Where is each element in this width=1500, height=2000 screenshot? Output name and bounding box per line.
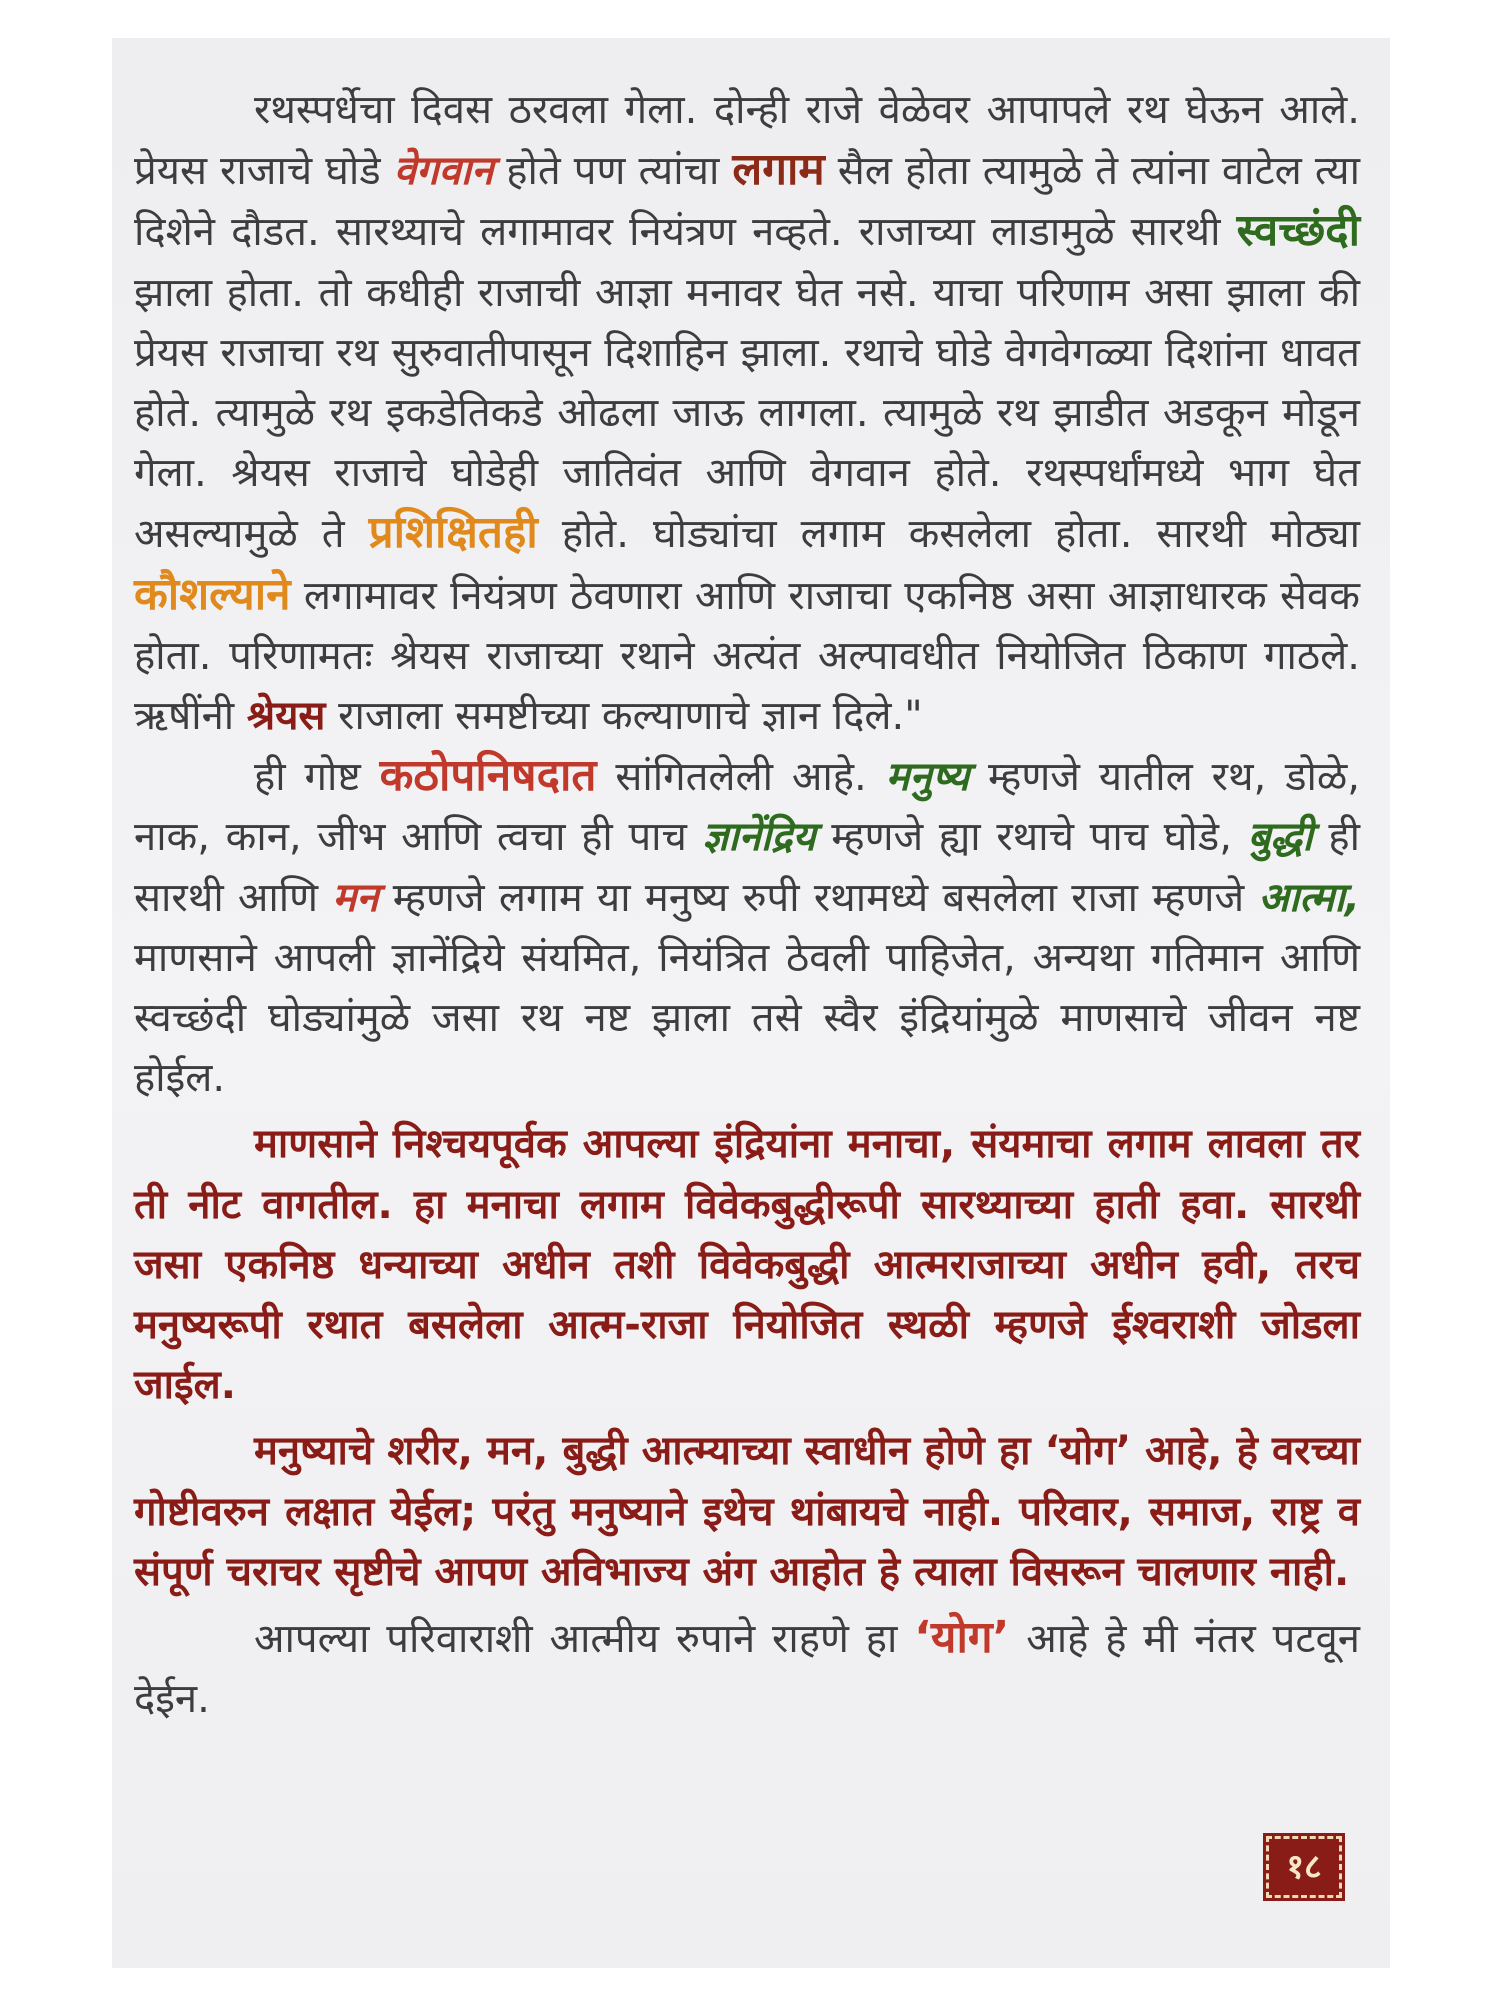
- paragraph-2: [134, 746, 1360, 1108]
- text: झाला होता. तो कधीही राजाची आज्ञा मनावर घेत नसे. याचा परिणाम असा झाला की प्रेयस राजाचा रथ सुरुवातीपासून दिशाहिन झाला. रथाचे घोडे वेगवेगळ्या दिशांना धावत होते. त्यामुळे रथ इकडेतिकडे ओढला जाऊ लागला. त्यामुळे रथ झाडीत अडकून मोडून गेला. श्रेयस राजाचे घोडेही जातिवंत आणि वेगवान होते. रथस्पर्धांमध्ये भाग घेत असल्यामुळे ते: [134, 269, 1360, 558]
- paragraph-4: [134, 1421, 1360, 1602]
- paragraph-5: [134, 1608, 1360, 1729]
- text: राजाला समष्टीच्या कल्याणाचे ज्ञान दिले.": [325, 693, 923, 740]
- book-page: [112, 38, 1390, 1968]
- paragraph-3: [134, 1114, 1360, 1415]
- paragraph-1: [134, 80, 1360, 746]
- text: माणसाने निश्चयपूर्वक आपल्या इंद्रियांना मनाचा, संयमाचा लगाम लावला तर ती नीट वागतील. हा मनाचा लगाम विवेकबुद्धीरूपी सारथ्याच्या हाती हवा. सारथी जसा एकनिष्ठ धन्याच्या अधीन तशी विवेकबुद्धी आत्मराजाच्या अधीन हवी, तरच मनुष्यरूपी रथात बसलेला आत्म-राजा नियोजित स्थळी म्हणजे ईश्वराशी जोडला जाईल.: [134, 1121, 1360, 1409]
- text: आपल्या परिवाराशी आत्मीय रुपाने राहणे हा: [254, 1616, 915, 1663]
- text: होते पण त्यांचा: [493, 148, 733, 195]
- highlight-yog: ‘योग’: [914, 1612, 1010, 1664]
- highlight-kathopanishadat: कठोपनिषदात: [379, 750, 597, 802]
- highlight-swachhandi: स्वच्छंदी: [1236, 205, 1360, 257]
- highlight-manushya: मनुष्य: [885, 754, 970, 801]
- highlight-dnyanendriya: ज्ञानेंद्रिय: [702, 814, 816, 861]
- text: म्हणजे ह्या रथाचे पाच घोडे,: [815, 814, 1248, 861]
- highlight-shreyas: श्रेयस: [246, 693, 326, 740]
- highlight-man: मन: [332, 874, 379, 921]
- page-number: १८: [1266, 1836, 1342, 1898]
- highlight-lagam: लगाम: [732, 144, 825, 196]
- highlight-buddhi: बुद्धी: [1247, 814, 1313, 861]
- text: लगामावर नियंत्रण ठेवणारा आणि राजाचा एकनिष्ठ असा आज्ञाधारक सेवक होता. परिणामतः श्रेयस राजाच्या रथाने अत्यंत अल्पावधीत नियोजित ठिकाण गाठले. ऋषींनी: [134, 572, 1360, 740]
- text: आहे हे मी नंतर पटवून देईन.: [134, 1616, 1360, 1723]
- highlight-kaushalyane: कौशल्याने: [134, 568, 291, 620]
- highlight-prashikshitahi: प्रशिक्षितही: [368, 507, 538, 559]
- text: म्हणजे यातील रथ, डोळे, नाक, कान, जीभ आणि त्वचा ही पाच: [134, 754, 1360, 861]
- text: ही सारथी आणि: [134, 814, 1360, 921]
- highlight-atma: आत्मा,: [1258, 874, 1360, 921]
- highlight-vegvan: वेगवान: [393, 148, 494, 195]
- text: म्हणजे लगाम या मनुष्य रुपी रथामध्ये बसलेला राजा म्हणजे: [378, 874, 1259, 921]
- text: होते. घोड्यांचा लगाम कसलेला होता. सारथी मोठ्या: [537, 511, 1360, 558]
- text: ही गोष्ट: [254, 754, 380, 801]
- text: मनुष्याचे शरीर, मन, बुद्धी आत्म्याच्या स्वाधीन होणे हा ‘योग’ आहे, हे वरच्या गोष्टीवरुन लक्षात येईल; परंतु मनुष्याने इथेच थांबायचे नाही. परिवार, समाज, राष्ट्र व संपूर्ण चराचर सृष्टीचे आपण अविभाज्य अंग आहोत हे त्याला विसरून चालणार नाही.: [134, 1428, 1360, 1595]
- text: रथस्पर्धेचा दिवस ठरवला गेला. दोन्ही राजे वेळेवर आपापले रथ घेऊन आले. प्रेयस राजाचे घोडे: [134, 87, 1360, 195]
- text: माणसाने आपली ज्ञानेंद्रिये संयमित, नियंत्रित ठेवली पाहिजेत, अन्यथा गतिमान आणि स्वच्छंदी घोड्यांमुळे जसा रथ नष्ट झाला तसे स्वैर इंद्रियांमुळे माणसाचे जीवन नष्ट होईल.: [134, 934, 1360, 1102]
- text: सांगितलेली आहे.: [596, 754, 886, 801]
- text: सैल होता त्यामुळे ते त्यांना वाटेल त्या दिशेने दौडत. सारथ्याचे लगामावर नियंत्रण नव्हते. राजाच्या लाडामुळे सारथी: [134, 148, 1360, 256]
